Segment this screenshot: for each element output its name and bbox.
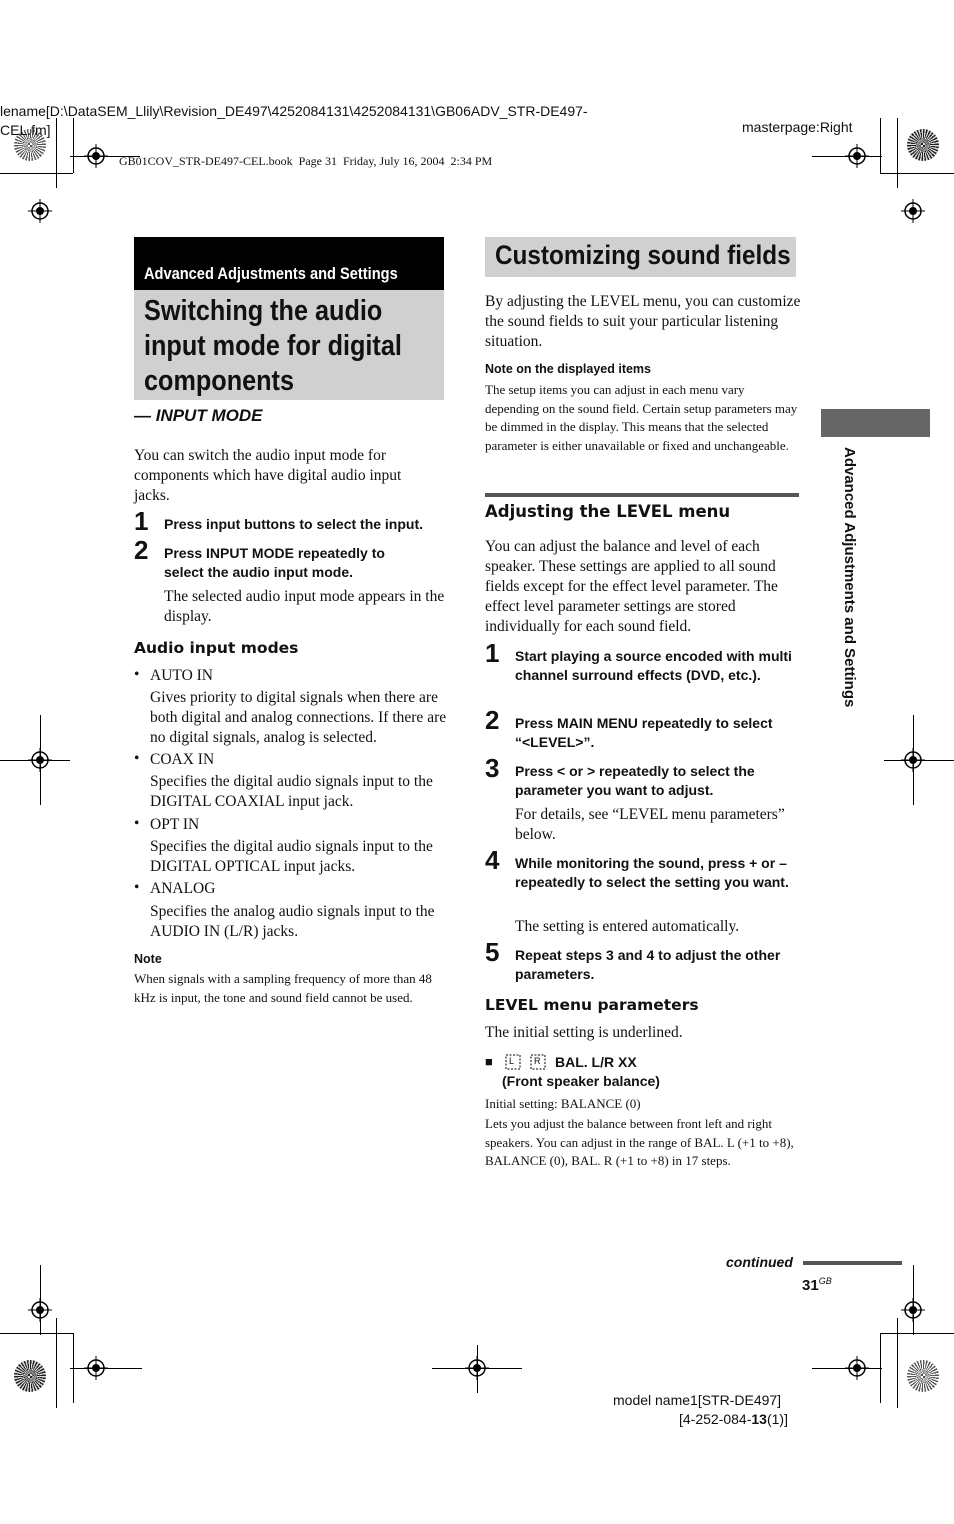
input-mode-intro: You can switch the audio input mode for components which have digital audio input jacks. [134,447,402,504]
step-text: Press MAIN MENU repeatedly to select “<LEVEL>”. [515,715,773,750]
step-text: Start playing a source encoded with multi channel surround effects (DVD, etc.). [515,648,792,683]
continued-label: continued [726,1254,793,1270]
model-code-suffix: (1)] [766,1411,788,1427]
level-params-heading: LEVEL menu parameters [485,996,699,1014]
crop-line [73,118,74,173]
step-number: 1 [485,638,500,668]
step-number: 1 [134,506,149,536]
section-banner-label: Advanced Adjustments and Settings [144,264,398,283]
crop-line [880,118,881,173]
model-code-version: 13 [751,1411,767,1427]
model-line1: model name1[STR-DE497] [613,1392,782,1408]
step-number: 4 [485,845,500,875]
param-name: BAL. L/R XX [555,1054,637,1070]
crop-line [880,1333,954,1334]
level-params-intro: The initial setting is underlined. [485,1024,683,1041]
square-bullet: ■ [485,1054,493,1069]
registration-line [40,1265,41,1335]
level-menu-intro: You can adjust the balance and level of each speaker. These settings are applied to all sound fields except for the effect level parameter. The effect level parameter settings are stored individually for each sound field. [485,538,778,635]
section-title: Customizing sound fields [495,240,791,270]
step-number: 5 [485,937,500,967]
note-text: When signals with a sampling frequency of more than 48 kHz is input, the tone and sound field cannot be used. [134,971,432,1005]
crop-line [897,118,898,188]
side-tab [821,409,930,437]
color-rosette-icon [907,1360,939,1392]
param-subname: (Front speaker balance) [502,1073,660,1089]
mode-name: ANALOG [150,880,216,897]
step-detail: The setting is entered automatically. [515,918,740,935]
side-tab-label-wrap [841,447,861,757]
side-tab-label: Advanced Adjustments and Settings [841,447,858,708]
masterpage-label: masterpage:Right [742,119,853,135]
continued-rule [803,1261,902,1265]
step-text: Press INPUT MODE repeatedly to select the audio input mode. [164,545,385,580]
registration-line [812,156,882,157]
speaker-icon [503,1054,523,1070]
file-path-line2: CEL.fm] [0,122,51,138]
crop-line [897,1318,898,1408]
mode-name: AUTO IN [150,667,213,684]
page-subtitle: — INPUT MODE [134,406,263,425]
registration-mark-icon [28,199,52,223]
crop-line [880,173,954,174]
note-heading: Note on the displayed items [485,362,652,376]
section-title-box [485,237,796,277]
step-text: Press input buttons to select the input. [164,516,424,532]
step-number: 3 [485,753,500,783]
step-text: Press < or > repeatedly to select the parameter you want to adjust. [515,763,755,798]
bullet: • [134,879,140,896]
mode-name: OPT IN [150,816,200,833]
mode-name: COAX IN [150,751,215,768]
page-number [802,1276,832,1294]
speaker-icon-label: L [509,1056,515,1066]
step-number: 2 [485,705,500,735]
step-text: While monitoring the sound, press + or – repeatedly to select the setting you want. [515,855,789,890]
page-title-box [134,290,444,400]
step-text: Repeat steps 3 and 4 to adjust the other parameters. [515,947,781,982]
page-number-value: 31 [802,1277,819,1294]
mode-description: Specifies the digital audio signals input to the DIGITAL OPTICAL input jacks. [150,838,433,875]
crop-line [56,118,57,188]
step-detail: The selected audio input mode appears in the display. [164,588,445,625]
param-description: Lets you adjust the balance between front left and right speakers. You can adjust in the range of BAL. L (+1 to +8), BALANCE (0), BAL. R (+1 to +8) in 17 steps. [485,1116,794,1168]
file-path-line1: lename[D:\DataSEM_Llily\Revision_DE497\4252084131\4252084131\GB06ADV_STR-DE497- [0,103,588,119]
note-text: The setup items you can adjust in each menu vary depending on the sound field. Certain setup parameters may be dimmed in the display. This means that the selected parameter is either unavailable or fixed and unchangeable. [485,382,798,453]
model-code-prefix: [4-252-084- [679,1411,752,1427]
color-rosette-icon [14,1360,46,1392]
note-heading: Note [134,952,162,966]
mode-description: Specifies the digital audio signals input to the DIGITAL COAXIAL input jack. [150,773,433,810]
page-number-suffix: GB [818,1276,832,1286]
step-number: 2 [134,535,149,565]
bullet: • [134,815,140,832]
page-title: Switching the audio input mode for digital components [144,295,402,397]
registration-line [884,760,954,761]
registration-mark-icon [901,199,925,223]
registration-line [477,1345,478,1393]
audio-input-modes-heading: Audio input modes [134,639,299,657]
param-initial: Initial setting: BALANCE (0) [485,1096,641,1111]
crop-line [56,1318,57,1408]
registration-line [70,1368,142,1369]
speaker-icon-label: R [534,1056,541,1066]
mode-description: Specifies the analog audio signals input to the AUDIO IN (L/R) jacks. [150,903,435,940]
speaker-icon [528,1054,548,1070]
bullet: • [134,750,140,767]
sound-fields-intro: By adjusting the LEVEL menu, you can customize the sound fields to suit your particular listening situation. [485,293,801,350]
registration-line [913,1265,914,1335]
mode-description: Gives priority to digital signals when there are both digital and analog connections. If there are no digital signals, analog is selected. [150,689,447,746]
section-banner [134,237,444,290]
step-detail: For details, see “LEVEL menu parameters” below. [515,806,785,843]
bullet: • [134,666,140,683]
book-info: GB01COV_STR-DE497-CEL.book Page 31 Friday, July 16, 2004 2:34 PM [119,154,493,168]
divider [485,493,799,497]
registration-line [0,760,70,761]
registration-line [812,1368,882,1369]
level-menu-heading: Adjusting the LEVEL menu [485,502,731,521]
model-line2 [679,1411,788,1427]
color-rosette-icon [907,129,939,161]
crop-line [0,1333,73,1334]
crop-line [0,173,73,174]
